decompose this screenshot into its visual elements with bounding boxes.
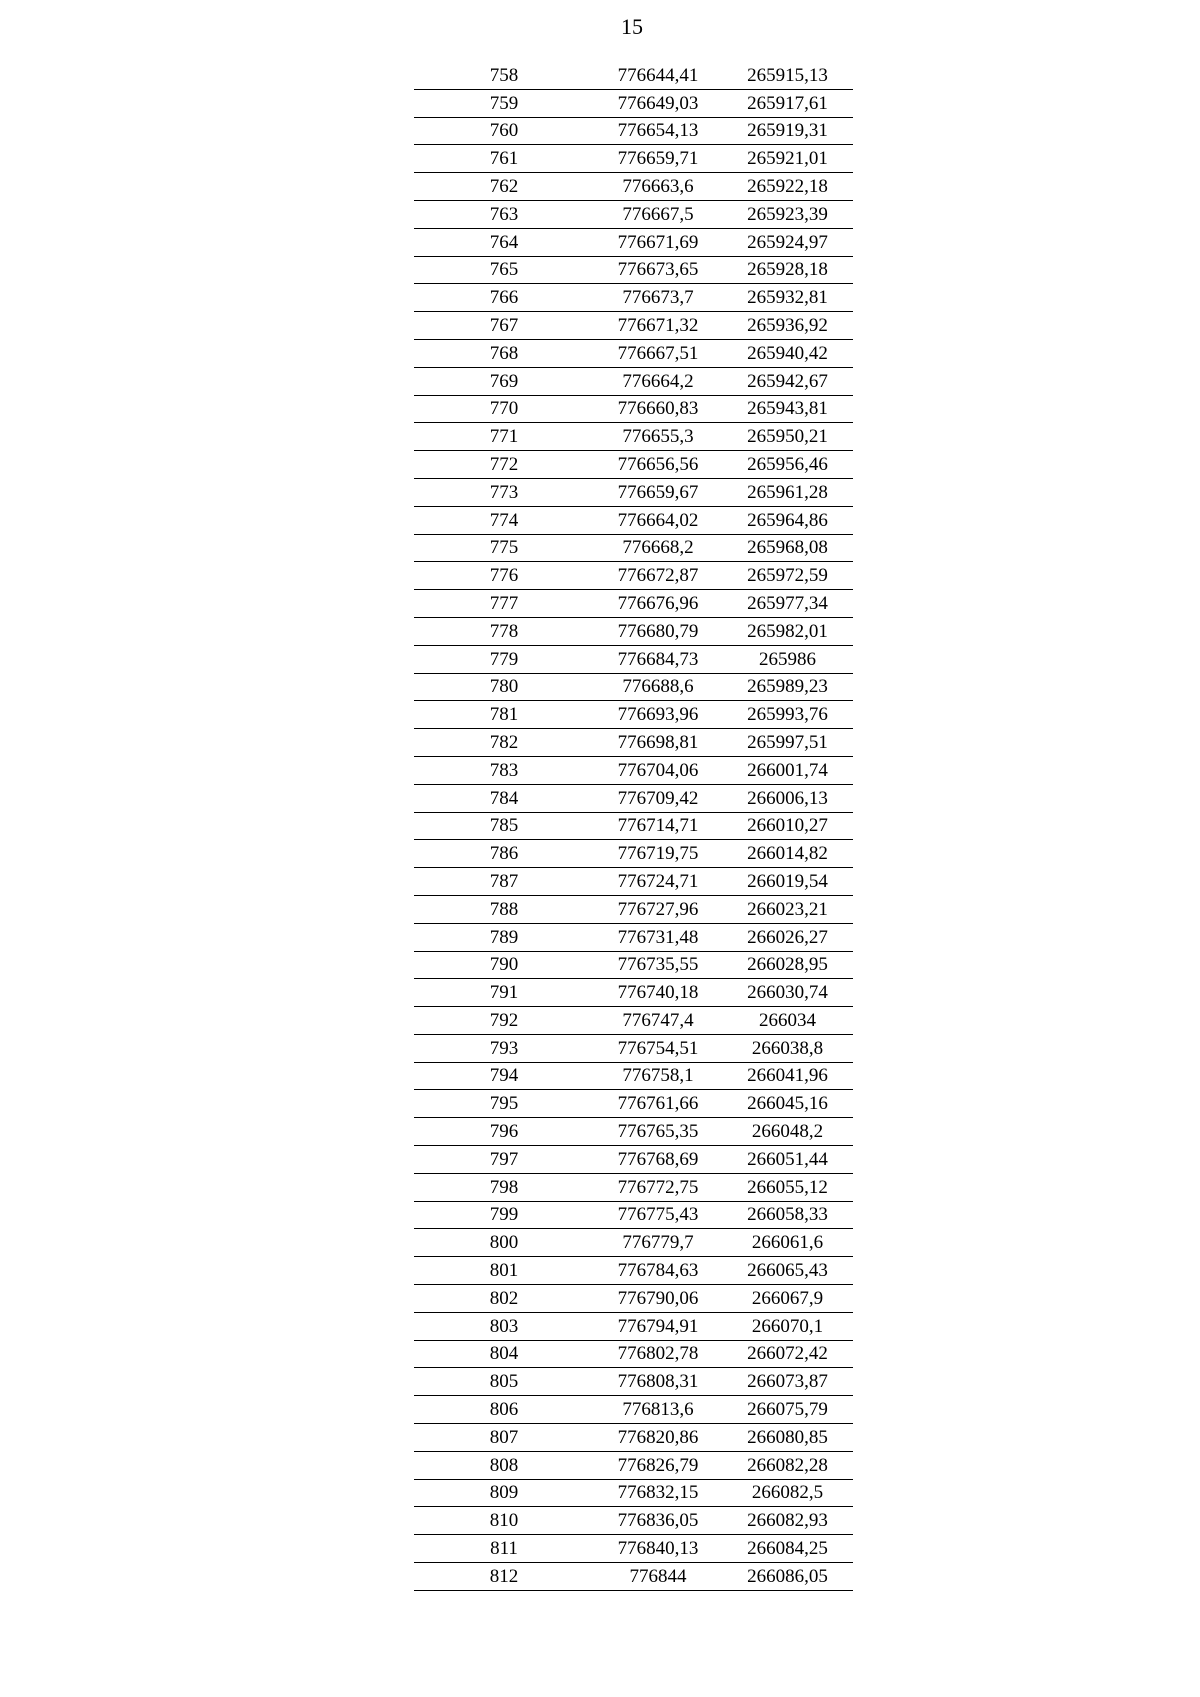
table-row: [414, 784, 853, 812]
x-coordinate-cell: 776693,96: [594, 701, 722, 729]
x-coordinate-cell: 776768,69: [594, 1146, 722, 1174]
point-number-cell: 759: [414, 89, 594, 117]
point-number-cell: 799: [414, 1201, 594, 1229]
x-coordinate-cell: 776754,51: [594, 1034, 722, 1062]
x-coordinate-cell: 776644,41: [594, 62, 722, 89]
y-coordinate-cell: 265997,51: [722, 729, 853, 757]
x-coordinate-cell: 776660,83: [594, 395, 722, 423]
x-coordinate-cell: 776772,75: [594, 1173, 722, 1201]
point-number-cell: 771: [414, 423, 594, 451]
y-coordinate-cell: 265928,18: [722, 256, 853, 284]
x-coordinate-cell: 776673,7: [594, 284, 722, 312]
x-coordinate-cell: 776714,71: [594, 812, 722, 840]
x-coordinate-cell: 776709,42: [594, 784, 722, 812]
point-number-cell: 767: [414, 312, 594, 340]
x-coordinate-cell: 776649,03: [594, 89, 722, 117]
point-number-cell: 773: [414, 478, 594, 506]
y-coordinate-cell: 265956,46: [722, 451, 853, 479]
table-row: [414, 1146, 853, 1174]
coordinates-table: [414, 62, 853, 1591]
coordinates-table-body: [414, 62, 853, 1590]
point-number-cell: 763: [414, 200, 594, 228]
table-row: [414, 367, 853, 395]
table-row: [414, 256, 853, 284]
x-coordinate-cell: 776794,91: [594, 1312, 722, 1340]
point-number-cell: 765: [414, 256, 594, 284]
table-row: [414, 1034, 853, 1062]
point-number-cell: 775: [414, 534, 594, 562]
x-coordinate-cell: 776724,71: [594, 868, 722, 896]
y-coordinate-cell: 266070,1: [722, 1312, 853, 1340]
point-number-cell: 790: [414, 951, 594, 979]
x-coordinate-cell: 776808,31: [594, 1368, 722, 1396]
y-coordinate-cell: 265936,92: [722, 312, 853, 340]
table-row: [414, 673, 853, 701]
point-number-cell: 794: [414, 1062, 594, 1090]
x-coordinate-cell: 776656,56: [594, 451, 722, 479]
y-coordinate-cell: 265982,01: [722, 617, 853, 645]
y-coordinate-cell: 266034: [722, 1007, 853, 1035]
point-number-cell: 782: [414, 729, 594, 757]
y-coordinate-cell: 266051,44: [722, 1146, 853, 1174]
y-coordinate-cell: 266001,74: [722, 756, 853, 784]
x-coordinate-cell: 776820,86: [594, 1424, 722, 1452]
y-coordinate-cell: 265932,81: [722, 284, 853, 312]
x-coordinate-cell: 776680,79: [594, 617, 722, 645]
point-number-cell: 812: [414, 1563, 594, 1591]
point-number-cell: 797: [414, 1146, 594, 1174]
y-coordinate-cell: 265917,61: [722, 89, 853, 117]
y-coordinate-cell: 265950,21: [722, 423, 853, 451]
point-number-cell: 778: [414, 617, 594, 645]
x-coordinate-cell: 776719,75: [594, 840, 722, 868]
table-row: [414, 729, 853, 757]
table-row: [414, 284, 853, 312]
point-number-cell: 781: [414, 701, 594, 729]
y-coordinate-cell: 266058,33: [722, 1201, 853, 1229]
y-coordinate-cell: 265921,01: [722, 145, 853, 173]
point-number-cell: 807: [414, 1424, 594, 1452]
point-number-cell: 787: [414, 868, 594, 896]
point-number-cell: 768: [414, 339, 594, 367]
y-coordinate-cell: 265968,08: [722, 534, 853, 562]
table-row: [414, 1201, 853, 1229]
y-coordinate-cell: 265943,81: [722, 395, 853, 423]
y-coordinate-cell: 265961,28: [722, 478, 853, 506]
point-number-cell: 769: [414, 367, 594, 395]
y-coordinate-cell: 266067,9: [722, 1285, 853, 1313]
y-coordinate-cell: 266061,6: [722, 1229, 853, 1257]
table-row: [414, 534, 853, 562]
x-coordinate-cell: 776664,02: [594, 506, 722, 534]
x-coordinate-cell: 776672,87: [594, 562, 722, 590]
y-coordinate-cell: 266006,13: [722, 784, 853, 812]
x-coordinate-cell: 776727,96: [594, 895, 722, 923]
table-row: [414, 590, 853, 618]
x-coordinate-cell: 776758,1: [594, 1062, 722, 1090]
point-number-cell: 793: [414, 1034, 594, 1062]
x-coordinate-cell: 776802,78: [594, 1340, 722, 1368]
x-coordinate-cell: 776747,4: [594, 1007, 722, 1035]
table-row: [414, 617, 853, 645]
table-row: [414, 62, 853, 89]
table-row: [414, 312, 853, 340]
table-row: [414, 1396, 853, 1424]
page-number: 15: [621, 14, 643, 39]
table-row: [414, 1479, 853, 1507]
x-coordinate-cell: 776671,32: [594, 312, 722, 340]
x-coordinate-cell: 776676,96: [594, 590, 722, 618]
y-coordinate-cell: 265977,34: [722, 590, 853, 618]
table-row: [414, 1563, 853, 1591]
y-coordinate-cell: 266028,95: [722, 951, 853, 979]
y-coordinate-cell: 266080,85: [722, 1424, 853, 1452]
y-coordinate-cell: 265923,39: [722, 200, 853, 228]
point-number-cell: 776: [414, 562, 594, 590]
y-coordinate-cell: 266038,8: [722, 1034, 853, 1062]
point-number-cell: 788: [414, 895, 594, 923]
table-row: [414, 868, 853, 896]
y-coordinate-cell: 265922,18: [722, 173, 853, 201]
table-row: [414, 895, 853, 923]
table-row: [414, 89, 853, 117]
y-coordinate-cell: 265942,67: [722, 367, 853, 395]
table-row: [414, 562, 853, 590]
y-coordinate-cell: 265986: [722, 645, 853, 673]
point-number-cell: 809: [414, 1479, 594, 1507]
table-row: [414, 840, 853, 868]
point-number-cell: 783: [414, 756, 594, 784]
y-coordinate-cell: 265915,13: [722, 62, 853, 89]
y-coordinate-cell: 266084,25: [722, 1535, 853, 1563]
y-coordinate-cell: 266010,27: [722, 812, 853, 840]
point-number-cell: 798: [414, 1173, 594, 1201]
table-row: [414, 1062, 853, 1090]
table-row: [414, 1451, 853, 1479]
table-row: [414, 1535, 853, 1563]
y-coordinate-cell: 266048,2: [722, 1118, 853, 1146]
y-coordinate-cell: 266055,12: [722, 1173, 853, 1201]
point-number-cell: 779: [414, 645, 594, 673]
x-coordinate-cell: 776667,5: [594, 200, 722, 228]
table-row: [414, 1368, 853, 1396]
table-row: [414, 228, 853, 256]
table-row: [414, 395, 853, 423]
x-coordinate-cell: 776844: [594, 1563, 722, 1591]
point-number-cell: 795: [414, 1090, 594, 1118]
x-coordinate-cell: 776654,13: [594, 117, 722, 145]
point-number-cell: 789: [414, 923, 594, 951]
point-number-cell: 808: [414, 1451, 594, 1479]
y-coordinate-cell: 266026,27: [722, 923, 853, 951]
y-coordinate-cell: 266082,5: [722, 1479, 853, 1507]
point-number-cell: 803: [414, 1312, 594, 1340]
x-coordinate-cell: 776832,15: [594, 1479, 722, 1507]
x-coordinate-cell: 776761,66: [594, 1090, 722, 1118]
point-number-cell: 785: [414, 812, 594, 840]
table-row: [414, 1173, 853, 1201]
point-number-cell: 811: [414, 1535, 594, 1563]
point-number-cell: 758: [414, 62, 594, 89]
y-coordinate-cell: 265940,42: [722, 339, 853, 367]
point-number-cell: 764: [414, 228, 594, 256]
x-coordinate-cell: 776684,73: [594, 645, 722, 673]
point-number-cell: 777: [414, 590, 594, 618]
point-number-cell: 760: [414, 117, 594, 145]
point-number-cell: 762: [414, 173, 594, 201]
table-row: [414, 1312, 853, 1340]
point-number-cell: 800: [414, 1229, 594, 1257]
x-coordinate-cell: 776655,3: [594, 423, 722, 451]
y-coordinate-cell: 266073,87: [722, 1368, 853, 1396]
table-row: [414, 1507, 853, 1535]
point-number-cell: 805: [414, 1368, 594, 1396]
table-row: [414, 645, 853, 673]
table-row: [414, 117, 853, 145]
x-coordinate-cell: 776790,06: [594, 1285, 722, 1313]
table-row: [414, 701, 853, 729]
y-coordinate-cell: 266082,93: [722, 1507, 853, 1535]
y-coordinate-cell: 266075,79: [722, 1396, 853, 1424]
table-row: [414, 145, 853, 173]
table-row: [414, 1285, 853, 1313]
y-coordinate-cell: 266023,21: [722, 895, 853, 923]
table-row: [414, 451, 853, 479]
x-coordinate-cell: 776775,43: [594, 1201, 722, 1229]
x-coordinate-cell: 776664,2: [594, 367, 722, 395]
x-coordinate-cell: 776731,48: [594, 923, 722, 951]
point-number-cell: 801: [414, 1257, 594, 1285]
point-number-cell: 766: [414, 284, 594, 312]
y-coordinate-cell: 266086,05: [722, 1563, 853, 1591]
x-coordinate-cell: 776667,51: [594, 339, 722, 367]
x-coordinate-cell: 776663,6: [594, 173, 722, 201]
table-row: [414, 923, 853, 951]
table-row: [414, 506, 853, 534]
x-coordinate-cell: 776740,18: [594, 979, 722, 1007]
x-coordinate-cell: 776671,69: [594, 228, 722, 256]
table-row: [414, 756, 853, 784]
table-row: [414, 423, 853, 451]
table-row: [414, 1090, 853, 1118]
y-coordinate-cell: 266045,16: [722, 1090, 853, 1118]
point-number-cell: 806: [414, 1396, 594, 1424]
y-coordinate-cell: 266072,42: [722, 1340, 853, 1368]
x-coordinate-cell: 776659,67: [594, 478, 722, 506]
point-number-cell: 770: [414, 395, 594, 423]
point-number-cell: 780: [414, 673, 594, 701]
x-coordinate-cell: 776735,55: [594, 951, 722, 979]
x-coordinate-cell: 776668,2: [594, 534, 722, 562]
table-row: [414, 979, 853, 1007]
table-row: [414, 339, 853, 367]
point-number-cell: 792: [414, 1007, 594, 1035]
y-coordinate-cell: 266014,82: [722, 840, 853, 868]
table-row: [414, 812, 853, 840]
y-coordinate-cell: 266082,28: [722, 1451, 853, 1479]
point-number-cell: 761: [414, 145, 594, 173]
table-row: [414, 1118, 853, 1146]
x-coordinate-cell: 776688,6: [594, 673, 722, 701]
table-row: [414, 951, 853, 979]
x-coordinate-cell: 776659,71: [594, 145, 722, 173]
x-coordinate-cell: 776836,05: [594, 1507, 722, 1535]
point-number-cell: 802: [414, 1285, 594, 1313]
x-coordinate-cell: 776673,65: [594, 256, 722, 284]
table-row: [414, 478, 853, 506]
table-row: [414, 200, 853, 228]
point-number-cell: 784: [414, 784, 594, 812]
table-row: [414, 1424, 853, 1452]
y-coordinate-cell: 265919,31: [722, 117, 853, 145]
x-coordinate-cell: 776698,81: [594, 729, 722, 757]
y-coordinate-cell: 265964,86: [722, 506, 853, 534]
y-coordinate-cell: 265993,76: [722, 701, 853, 729]
x-coordinate-cell: 776779,7: [594, 1229, 722, 1257]
y-coordinate-cell: 265924,97: [722, 228, 853, 256]
point-number-cell: 791: [414, 979, 594, 1007]
x-coordinate-cell: 776765,35: [594, 1118, 722, 1146]
y-coordinate-cell: 266019,54: [722, 868, 853, 896]
table-row: [414, 1007, 853, 1035]
x-coordinate-cell: 776840,13: [594, 1535, 722, 1563]
y-coordinate-cell: 266030,74: [722, 979, 853, 1007]
x-coordinate-cell: 776826,79: [594, 1451, 722, 1479]
x-coordinate-cell: 776813,6: [594, 1396, 722, 1424]
table-row: [414, 1257, 853, 1285]
point-number-cell: 796: [414, 1118, 594, 1146]
y-coordinate-cell: 265972,59: [722, 562, 853, 590]
point-number-cell: 772: [414, 451, 594, 479]
table-row: [414, 1229, 853, 1257]
y-coordinate-cell: 265989,23: [722, 673, 853, 701]
point-number-cell: 786: [414, 840, 594, 868]
point-number-cell: 774: [414, 506, 594, 534]
x-coordinate-cell: 776704,06: [594, 756, 722, 784]
x-coordinate-cell: 776784,63: [594, 1257, 722, 1285]
point-number-cell: 804: [414, 1340, 594, 1368]
point-number-cell: 810: [414, 1507, 594, 1535]
y-coordinate-cell: 266065,43: [722, 1257, 853, 1285]
table-row: [414, 173, 853, 201]
table-row: [414, 1340, 853, 1368]
y-coordinate-cell: 266041,96: [722, 1062, 853, 1090]
